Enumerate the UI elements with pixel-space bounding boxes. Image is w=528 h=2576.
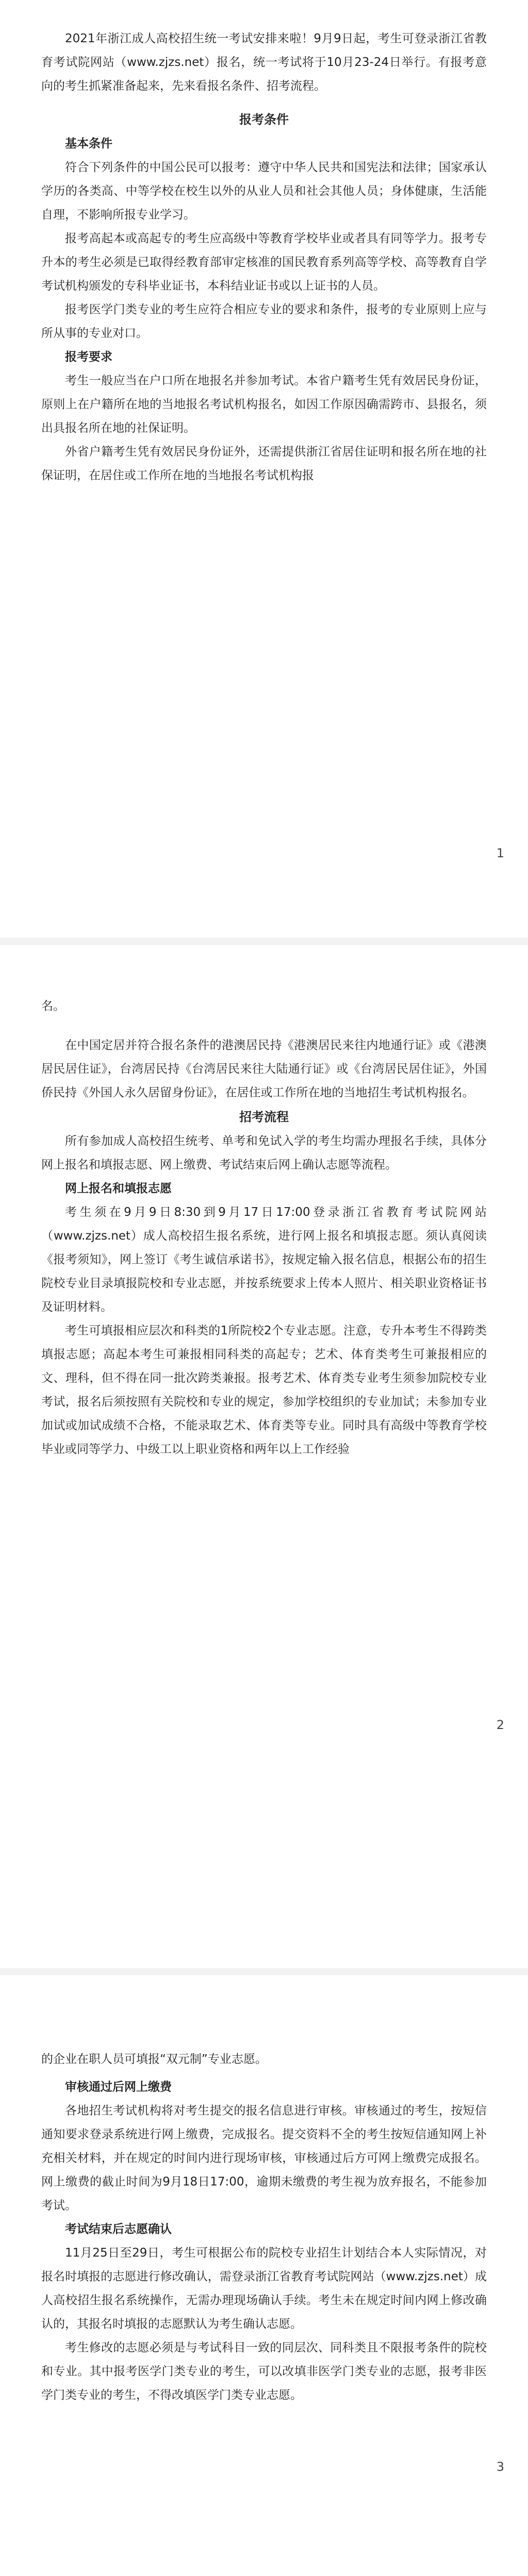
review-payment-title: 审核通过后网上缴费 — [65, 2080, 172, 2094]
hk-macau-taiwan-paragraph: 在中国定居并符合报名条件的港澳居民持《港澳居民来往内地通行证》或《港澳居民居住证》，台湾居民持《台湾居民来往大陆通行证》或《台湾居民居住证》，外国侨民持《外国人永久居留身份证》，在居住或工作所在地的当地招生考试机构报名。 — [41, 1039, 487, 1099]
requirements-title: 报考要求 — [65, 350, 112, 364]
document-page-1 — [0, 0, 528, 860]
after-exam-title: 考试结束后志愿确认 — [65, 2223, 172, 2236]
requirements-paragraph-2: 外省户籍考生凭有效居民身份证外，还需提供浙江省居住证明和报名所在地的社保证明，在居住或工作所在地的当地报名考试机构报 — [41, 445, 487, 482]
page3-continuation: 的企业在职人员可填报“双元制”专业志愿。 — [41, 2053, 267, 2066]
process-paragraph: 所有参加成人高校招生统考、单考和免试入学的考生均需办理报名手续，具体分网上报名和填报志愿、网上缴费、考试结束后网上确认志愿等流程。 — [41, 1134, 487, 1172]
requirements-paragraph-1: 考生一般应当在户口所在地报名并参加考试。本省户籍考生凭有效居民身份证，原则上在户籍所在地的当地报名考试机构报名，如因工作原因确需跨市、县报名，须出具报名所在地的社保证明。 — [41, 374, 487, 435]
page-number-1: 1 — [496, 846, 504, 860]
basic-conditions-title: 基本条件 — [65, 137, 112, 150]
online-paragraph-1: 考生须在9月9日8:30到9月17日17:00登录浙江省教育考试院网站（www.zjzs.net）成人高校招生报名系统，进行网上报名和填报志愿。须认真阅读《报考须知》，网上签订《考生诚信承诺书》，按规定输入报名信息，根据公布的招生院校专业目录填报院校和专业志愿，并按系统要求上传本人照片、相关职业资格证书及证明材料。 — [41, 1206, 487, 1314]
after-exam-paragraph-1: 11月25日至29日，考生可根据公布的院校专业招生计划结合本人实际情况，对报名时填报的志愿进行修改确认，需登录浙江省教育考试院网站（www.zjzs.net）成人高校招生报名系统操作，无需办理现场确认手续。考生未在规定时间内网上修改确认的，其报名时填报的志愿默认为考生确认志愿。 — [41, 2246, 487, 2331]
review-paragraph: 各地招生考试机构将对考生提交的报名信息进行审核。审核通过的考生，按短信通知要求登录系统进行网上缴费，完成报名。提交资料不全的考生按短信通知网上补充相关材料，并在规定的时间内进行现场审核，审核通过后方可网上缴费完成报名。网上缴费的截止时间为9月18日17:00，逾期未缴费的考生视为放弃报名，不能参加考试。 — [41, 2104, 487, 2212]
process-title: 招考流程 — [239, 1110, 289, 1124]
page-number-2: 2 — [496, 1718, 504, 1732]
section-title-conditions: 报考条件 — [239, 112, 289, 127]
page-divider — [0, 938, 528, 945]
after-exam-paragraph-2: 考生修改的志愿必须是与考试科目一致的同层次、同科类且不限报考条件的院校和专业。其中报考医学门类专业的考生，可以改填非医学门类专业的志愿，报考非医学门类专业的考生，不得改填医学门类专业志愿。 — [41, 2341, 487, 2402]
document-page-2 — [0, 945, 528, 1790]
online-paragraph-2: 考生可填报相应层次和科类的1所院校2个专业志愿。注意，专升本考生不得跨类填报志愿；高起本考生可兼报相同科类的高起专；艺术、体育类考生可兼报相应的文、理科，但不得在同一批次跨类兼报。报考艺术、体育类专业考生须参加院校专业考试，报名后须按照有关院校和专业的规定，参加学校组织的专业加试；未参加专业加试或加试成绩不合格，不能录取艺术、体育类等专业。同时具有高级中等教育学校毕业或同等学力、中级工以上职业资格和两年以上工作经验 — [41, 1324, 487, 1456]
document-page-3 — [0, 1975, 528, 2576]
online-registration-title: 网上报名和填报志愿 — [65, 1182, 172, 1195]
page2-continuation: 名。 — [41, 999, 65, 1013]
basic-paragraph-3: 报考医学门类专业的考生应符合相应专业的要求和条件，报考的专业原则上应与所从事的专业对口。 — [41, 303, 487, 340]
page-number-3: 3 — [496, 2460, 504, 2474]
basic-paragraph-2: 报考高起本或高起专的考生应高级中等教育学校毕业或者具有同等学力。报考专升本的考生必须是已取得经教育部审定核准的国民教育系列高等学校、高等教育自学考试机构颁发的专科毕业证书，本科结业证书或以上证书的人员。 — [41, 232, 487, 293]
basic-paragraph-1: 符合下列条件的中国公民可以报考：遵守中华人民共和国宪法和法律；国家承认学历的各类高、中等学校在校生以外的从业人员和社会其他人员；身体健康，生活能自理，不影响所报专业学习。 — [41, 161, 487, 222]
intro-paragraph: 2021年浙江成人高校招生统一考试安排来啦！9月9日起，考生可登录浙江省教育考试院网站（www.zjzs.net）报名，统一考试将于10月23-24日举行。有报考意向的考生抓紧准备起来，先来看报名条件、招考流程。 — [41, 32, 487, 93]
page-divider — [0, 1968, 528, 1975]
